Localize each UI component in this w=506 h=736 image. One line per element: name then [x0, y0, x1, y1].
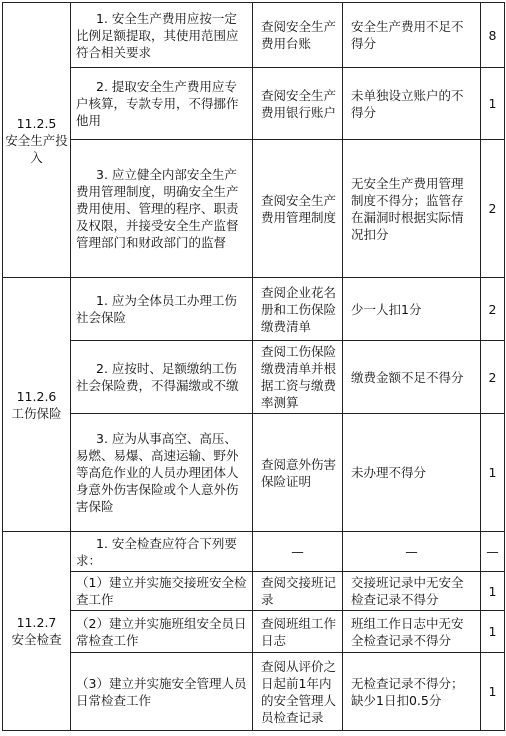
- score-cell: 1: [481, 572, 505, 611]
- section-name: 工伤保险: [11, 405, 62, 421]
- score-cell: 1: [481, 653, 505, 731]
- score-cell: 2: [481, 341, 505, 414]
- requirement-cell: 1. 应为全体员工办理工伤社会保险: [71, 278, 253, 341]
- score-cell: 2: [481, 278, 505, 341]
- method-cell: 查阅安全生产费用银行账户: [253, 68, 343, 140]
- requirement-cell: 2. 提取安全生产费用应专户核算，专款专用，不得挪作他用: [71, 68, 253, 140]
- requirement-cell: 2. 应按时、足额缴纳工伤社会保险费，不得漏缴或不缴: [71, 341, 253, 414]
- method-cell: —: [253, 532, 343, 572]
- table-row: [3, 3, 505, 68]
- table-row: [3, 532, 505, 572]
- safety-evaluation-table: [2, 2, 505, 731]
- score-cell: 1: [481, 611, 505, 653]
- requirement-cell: 1. 安全检查应符合下列要求：: [71, 532, 253, 572]
- criteria-cell: —: [343, 532, 481, 572]
- requirement-cell: （1）建立并实施交接班安全检查工作: [71, 572, 253, 611]
- score-cell: 1: [481, 414, 505, 532]
- requirement-cell: （3）建立并实施安全管理人员日常检查工作: [71, 653, 253, 731]
- criteria-cell: 交接班记录中无安全检查记录不得分: [343, 572, 481, 611]
- method-cell: 查阅班组工作日志: [253, 611, 343, 653]
- table-row: [3, 572, 505, 611]
- section-name: 安全生产投入: [5, 132, 68, 165]
- criteria-cell: 未单独设立账户的不得分: [343, 68, 481, 140]
- criteria-cell: 班组工作日志中无安全检查记录不得分: [343, 611, 481, 653]
- requirement-cell: 3. 应立健全内部安全生产费用管理制度，明确安全生产费用使用、管理的程序、职责及权限，并接受安全生产监督管理部门和财政部门的监督: [71, 140, 253, 278]
- score-cell: 8: [481, 3, 505, 68]
- requirement-cell: 1. 安全生产费用应按一定比例足额提取，其使用范围应符合相关要求: [71, 3, 253, 68]
- table-row: [3, 140, 505, 278]
- method-cell: 查阅意外伤害保险证明: [253, 414, 343, 532]
- method-cell: 查阅工伤保险缴费清单并根据工资与缴费率测算: [253, 341, 343, 414]
- requirement-cell: （2）建立并实施班组安全员日常检查工作: [71, 611, 253, 653]
- table-row: [3, 611, 505, 653]
- section-cell: [3, 278, 71, 532]
- method-cell: 查阅从评价之日起前1年内的安全管理人员检查记录: [253, 653, 343, 731]
- criteria-cell: 无安全生产费用管理制度不得分；监管存在漏洞时根据实际情况扣分: [343, 140, 481, 278]
- criteria-cell: 无检查记录不得分；缺少1日扣0.5分: [343, 653, 481, 731]
- method-cell: 查阅企业花名册和工伤保险缴费清单: [253, 278, 343, 341]
- table-row: [3, 414, 505, 532]
- section-cell: [3, 532, 71, 731]
- section-cell: [3, 3, 71, 278]
- evaluation-table-page: [2, 2, 504, 731]
- section-code: 11.2.7: [16, 615, 57, 630]
- criteria-cell: 缴费金额不足不得分: [343, 341, 481, 414]
- method-cell: 查阅安全生产费用管理制度: [253, 140, 343, 278]
- method-cell: 查阅交接班记录: [253, 572, 343, 611]
- section-name: 安全检查: [11, 632, 62, 647]
- table-row: [3, 278, 505, 341]
- section-code: 11.2.5: [16, 115, 57, 131]
- table-row: [3, 653, 505, 731]
- score-cell: 2: [481, 140, 505, 278]
- criteria-cell: 未办理不得分: [343, 414, 481, 532]
- score-cell: 1: [481, 68, 505, 140]
- table-row: [3, 68, 505, 140]
- method-cell: 查阅安全生产费用台账: [253, 3, 343, 68]
- criteria-cell: 安全生产费用不足不得分: [343, 3, 481, 68]
- score-cell: —: [481, 532, 505, 572]
- table-row: [3, 341, 505, 414]
- section-code: 11.2.6: [16, 388, 57, 404]
- requirement-cell: 3. 应为从事高空、高压、易燃、易爆、高速运输、野外等高危作业的人员办理团体人身意外伤害保险或个人意外伤害保险: [71, 414, 253, 532]
- criteria-cell: 少一人扣1分: [343, 278, 481, 341]
